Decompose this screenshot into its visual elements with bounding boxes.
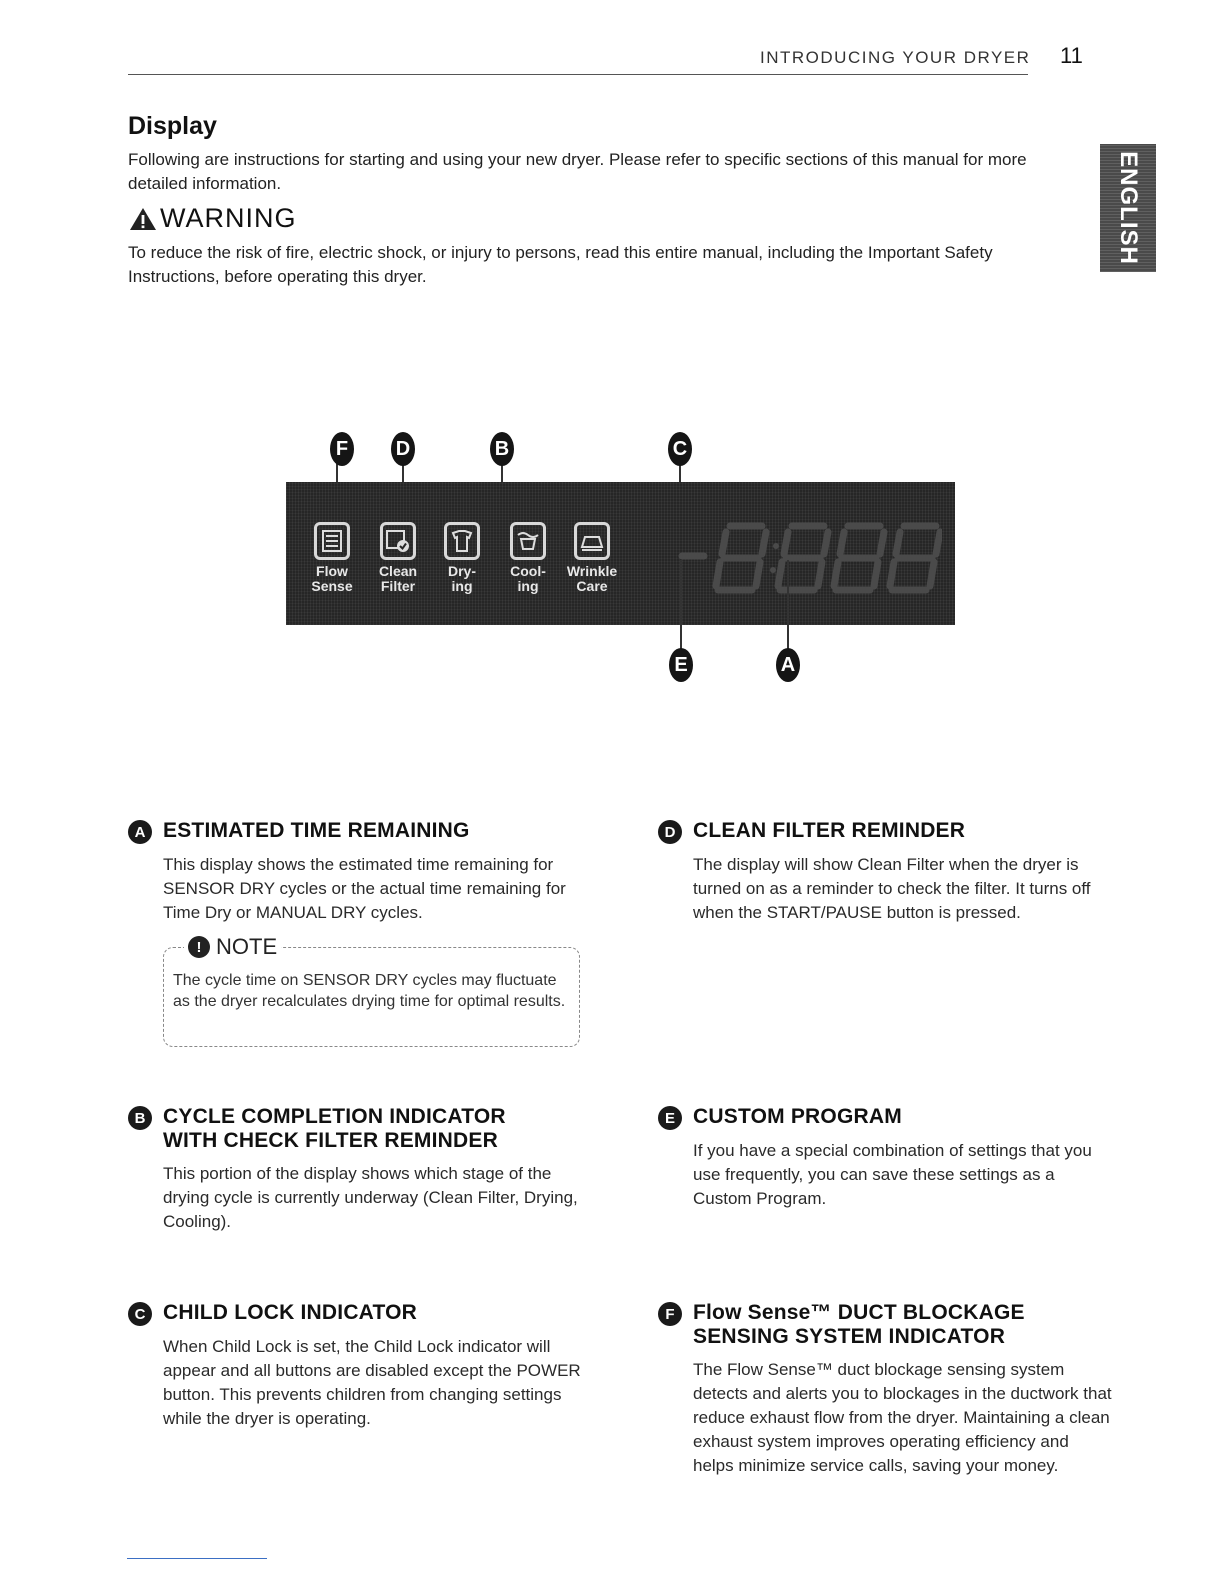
item-a-title: ESTIMATED TIME REMAINING [163, 819, 470, 842]
item-a-body: This display shows the estimated time remaining for SENSOR DRY cycles or the actual time remaining for Time Dry or MANUAL DRY cycles. [163, 855, 566, 922]
item-flow-sense [658, 1301, 1112, 1478]
page-number: 11 [1060, 43, 1083, 68]
item-d-title: CLEAN FILTER REMINDER [693, 819, 966, 842]
note-text: The cycle time on SENSOR DRY cycles may fluctuate as the dryer recalculates drying time for optimal results. [173, 972, 566, 1010]
callout-c: C [668, 432, 692, 466]
badge-d: D [658, 820, 682, 844]
running-head: INTRODUCING YOUR DRYER [760, 48, 1031, 67]
dryer-display-panel [286, 482, 955, 625]
callout-d: D [391, 432, 415, 466]
item-child-lock [128, 1301, 581, 1431]
item-f-body: The Flow Sense™ duct blockage sensing system detects and alerts you to blockages in the ductwork that reduce exhaust flow from the dryer. Maintaining a clean exhaust system improves operating efficiency and helps minimize service calls, saving your money. [693, 1360, 1112, 1475]
item-clean-filter [658, 819, 1098, 925]
item-b-body: This portion of the display shows which stage of the drying cycle is currently underway (Clean Filter, Drying, Cooling). [163, 1164, 578, 1231]
item-e-body: If you have a special combination of settings that you use frequently, you can save these settings as a Custom Program. [693, 1141, 1092, 1208]
callout-leader-e [680, 560, 682, 652]
note-heading [184, 934, 281, 960]
item-c-body: When Child Lock is set, the Child Lock indicator will appear and all buttons are disabled except the POWER button. This prevents children from changing settings while the dryer is operating. [163, 1337, 581, 1428]
badge-f: F [658, 1302, 682, 1326]
wrinkle-care-label: Wrinkle Care [566, 563, 618, 594]
item-cycle-completion [128, 1105, 578, 1234]
item-b-title: CYCLE COMPLETION INDICATOR WITH CHECK FILTER REMINDER [163, 1105, 506, 1152]
badge-b: B [128, 1106, 152, 1130]
wrinkle-care-icon [574, 522, 610, 560]
cooling-icon [510, 522, 546, 560]
item-c-title: CHILD LOCK INDICATOR [163, 1301, 418, 1324]
cooling-label: Cool- ing [510, 563, 546, 594]
callout-leader-a [787, 560, 789, 652]
drying-label: Dry- ing [447, 563, 476, 594]
item-e-title: CUSTOM PROGRAM [693, 1105, 902, 1128]
warning-heading [128, 203, 297, 234]
callout-e: E [669, 648, 693, 682]
note-box [163, 934, 580, 1047]
clean-filter-icon [380, 522, 416, 560]
badge-e: E [658, 1106, 682, 1130]
note-icon: ! [188, 936, 210, 958]
warning-title: WARNING [160, 203, 297, 233]
section-title: Display [128, 112, 217, 140]
footer-rule [127, 1558, 267, 1559]
badge-c: C [128, 1302, 152, 1326]
language-tab [1100, 144, 1156, 272]
item-estimated-time [128, 819, 568, 925]
clean-filter-label: Clean Filter [378, 563, 418, 594]
callout-a: A [776, 648, 800, 682]
warning-text: To reduce the risk of fire, electric shock, or injury to persons, read this entire manual, including the Important Safety Instructions, before operating this dryer. [128, 243, 993, 286]
header-rule [128, 74, 1028, 75]
language-tab-label: ENGLISH [1115, 151, 1142, 265]
callout-b: B [490, 432, 514, 466]
flow-sense-icon [314, 522, 350, 560]
badge-a: A [128, 820, 152, 844]
drying-icon [444, 522, 480, 560]
flow-sense-label: Flow Sense [311, 563, 353, 594]
intro-text: Following are instructions for starting and using your new dryer. Please refer to specific sections of this manual for more detailed information. [128, 150, 1027, 193]
item-d-body: The display will show Clean Filter when the dryer is turned on as a reminder to check the filter. It turns off when the START/PAUSE button is pressed. [693, 855, 1091, 922]
item-custom-program [658, 1105, 1098, 1211]
time-digits-display [652, 512, 942, 602]
warning-triangle-icon [128, 206, 158, 232]
item-f-title: Flow Sense™ DUCT BLOCKAGE SENSING SYSTEM INDICATOR [693, 1301, 1025, 1348]
callout-f: F [330, 432, 354, 466]
note-title: NOTE [216, 934, 278, 959]
